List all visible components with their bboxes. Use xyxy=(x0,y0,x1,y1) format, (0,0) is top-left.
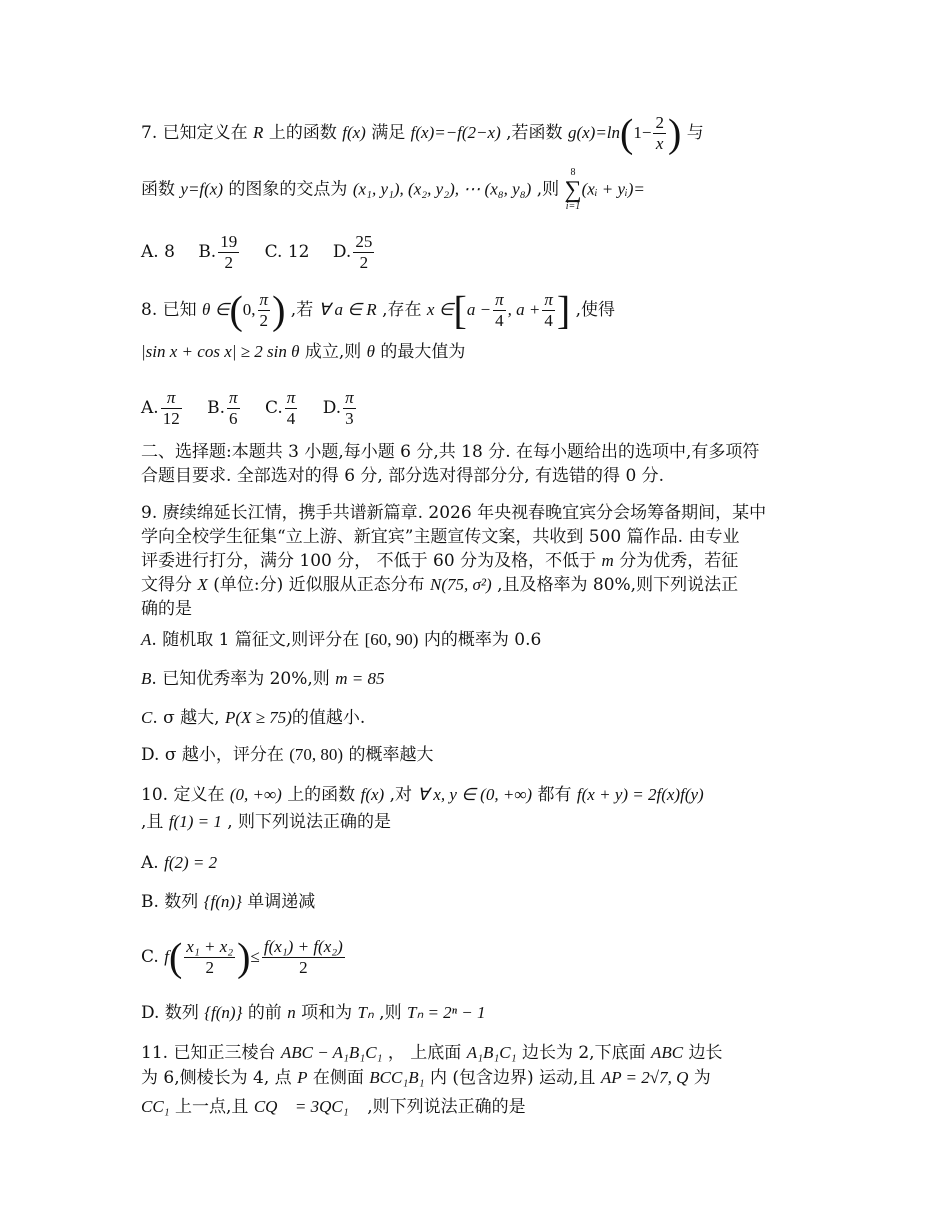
q7-points: (x₁, y₁), (x₂, y₂), ⋯ (x₈, y₈) xyxy=(352,179,532,199)
q7-equation: f(x)=−f(2−x) xyxy=(410,123,501,142)
fraction-numerator: π xyxy=(345,388,354,407)
q10-text: 10. 定义在 xyxy=(141,785,225,805)
q8-theta-in: θ ∈ xyxy=(202,300,230,319)
paren-right: ) xyxy=(237,934,251,980)
option-label: C xyxy=(141,708,153,727)
q11-line1 xyxy=(141,1041,811,1065)
option-sequence: {f(n)} xyxy=(203,892,242,911)
q8-forall: ∀ a ∈ R xyxy=(318,300,377,319)
q7-line2 xyxy=(141,168,811,212)
option-text: 的前 xyxy=(247,1003,282,1023)
option-text: . σ 越大, xyxy=(152,708,220,728)
q7-fx: f(x) xyxy=(342,123,366,142)
q8-x-in: x ∈ xyxy=(426,300,454,319)
q9-line1: 9. 赓续绵延长江情，携手共谱新篇章. 2026 年央视春晚宜宾分会场筹备期间，某中 xyxy=(141,503,767,523)
bracket-left: [ xyxy=(453,287,467,333)
option-label: B. 数列 xyxy=(141,892,199,912)
q9-text: (单位:分) 近似服从正态分布 xyxy=(213,575,425,595)
q8-interval: 0, xyxy=(242,300,256,319)
q7-sum-body: (xᵢ + yᵢ)= xyxy=(581,179,645,199)
q11-line2 xyxy=(141,1066,811,1090)
option-equation: Tₙ = 2ⁿ − 1 xyxy=(406,1003,486,1022)
q7-g-fraction xyxy=(653,113,666,154)
q8-options xyxy=(141,388,811,429)
option-equation: f(2) = 2 xyxy=(164,853,218,872)
option-text: 的概率越大 xyxy=(348,745,434,765)
fraction-numerator: π xyxy=(229,388,238,407)
option-text: 项和为 xyxy=(301,1003,353,1023)
q11-text: 为 6,侧棱长为 4, 点 xyxy=(141,1068,292,1088)
q8-fraction xyxy=(493,290,506,331)
q10-text: , 则下列说法正确的是 xyxy=(227,812,392,832)
q9-normal: N(75, σ²) xyxy=(430,575,492,594)
option-label: B. xyxy=(198,242,217,262)
q11-text: 边长为 2,下底面 xyxy=(521,1043,646,1063)
section2-line1: 二、选择题:本题共 3 小题,每小题 6 分,共 18 分. 在每小题给出的选项中,有多项符 xyxy=(141,442,760,462)
fraction-numerator: π xyxy=(495,290,504,309)
q11-text: 内 (包含边界) 运动,且 xyxy=(429,1068,596,1088)
fraction-denominator: 2 xyxy=(299,958,308,977)
q10-equation: f(x + y) = 2f(x)f(y) xyxy=(576,785,704,804)
q11-frustum: ABC − A₁B₁C₁ xyxy=(280,1043,383,1062)
q7-option-b xyxy=(198,232,241,273)
fraction-numerator: 25 xyxy=(355,232,373,251)
q9-m: m xyxy=(601,551,614,570)
option-label: D. xyxy=(332,242,352,262)
q11-vector: CQ⃗ = 3QC₁⃗ xyxy=(253,1097,362,1116)
q7-option-d xyxy=(333,232,376,273)
q8-option-c xyxy=(265,388,299,429)
paren-right: ) xyxy=(272,287,286,333)
q7-text: 函数 xyxy=(141,179,175,200)
q8-line1 xyxy=(141,287,811,333)
q11-text: 为 xyxy=(693,1068,711,1088)
sigma-lower: i=1 xyxy=(565,201,581,212)
q7-text: 满足 xyxy=(371,123,406,143)
section2-line2: 合题目要求. 全部选对的得 6 分, 部分选对得部分分, 有选错的得 0 分. xyxy=(141,466,665,486)
q10-text: ,且 xyxy=(141,812,164,832)
q8-text: 成立,则 xyxy=(304,342,362,362)
q8-text: 的最大值为 xyxy=(380,342,466,362)
option-probability: P(X ≥ 75) xyxy=(224,708,292,727)
q7-option-a: A. 8 xyxy=(141,242,175,262)
q7-g-inner: 1− xyxy=(633,123,652,142)
q7-gx: g(x)=ln xyxy=(567,123,621,142)
bracket-right: ] xyxy=(556,287,571,333)
option-sequence: {f(n)} xyxy=(204,1003,243,1022)
q10-domain: (0, +∞) xyxy=(229,785,282,804)
q11-side-face: BCC₁B₁ xyxy=(369,1068,425,1087)
q11-text: ,则下列说法正确的是 xyxy=(367,1097,526,1117)
q11-point-p: P xyxy=(297,1068,308,1087)
option-label: C. xyxy=(141,947,159,967)
option-f: f xyxy=(164,947,169,966)
q8-fraction xyxy=(542,290,555,331)
q7-set-r: R xyxy=(253,123,264,142)
q8-option-d xyxy=(323,388,358,429)
q11-text: 11. 已知正三棱台 xyxy=(141,1043,276,1063)
q7-option-c: C. 12 xyxy=(264,242,310,262)
q7-line1 xyxy=(141,110,811,156)
q7-text: ,则 xyxy=(536,179,560,200)
paren-right: ) xyxy=(667,110,682,156)
option-fraction xyxy=(218,232,239,273)
q8-a-minus: a − xyxy=(466,300,492,319)
option-fraction xyxy=(262,937,345,978)
option-interval: [60, 90) xyxy=(364,630,419,649)
option-label: D. 数列 xyxy=(141,1003,199,1023)
q9-line3 xyxy=(141,549,811,573)
q8-text: ,使得 xyxy=(575,300,616,320)
q9-text: 评委进行打分，满分 100 分， 不低于 60 分为及格，不低于 xyxy=(141,551,597,571)
paren-left: ( xyxy=(168,934,183,980)
option-tn: Tₙ xyxy=(357,1003,374,1022)
q10-line1 xyxy=(141,783,811,807)
q9-option-a xyxy=(141,628,811,652)
fraction-numerator: π xyxy=(286,388,296,407)
q10-line2 xyxy=(141,810,811,834)
fraction-numerator: π xyxy=(259,290,269,309)
q11-ap: AP = 2√7, Q xyxy=(600,1068,689,1087)
q8-option-b xyxy=(207,388,241,429)
q10-text: 上的函数 xyxy=(287,785,356,805)
q10-text: ,对 xyxy=(389,785,412,805)
q10-equation: f(1) = 1 xyxy=(168,812,222,831)
q8-inequality: |sin x + cos x| ≥ 2 sin θ xyxy=(141,342,300,361)
q10-fx: f(x) xyxy=(360,785,385,804)
q11-text: 在侧面 xyxy=(312,1068,364,1088)
option-text: . 已知优秀率为 20%,则 xyxy=(151,669,330,689)
q7-text: 的图象的交点为 xyxy=(228,179,348,200)
q11-edge: CC₁ xyxy=(141,1097,170,1116)
q9-text: ,且及格率为 80%,则下列说法正 xyxy=(497,575,739,595)
q8-line2 xyxy=(141,340,811,364)
option-fraction xyxy=(227,388,240,429)
q7-text: ,若函数 xyxy=(506,123,563,143)
option-text: D. σ 越小，评分在 xyxy=(141,745,284,765)
fraction-numerator: f(x₁) + f(x₂) xyxy=(263,937,343,956)
option-fraction xyxy=(184,937,235,978)
option-label: C. xyxy=(264,398,283,418)
option-text: 内的概率为 0.6 xyxy=(423,630,542,650)
q9-option-c xyxy=(141,706,811,730)
fraction-numerator: 19 xyxy=(220,232,238,251)
option-label: D. xyxy=(322,398,342,418)
q10-option-b xyxy=(141,890,811,914)
q9-text: 分为优秀，若征 xyxy=(619,551,739,571)
q8-option-a xyxy=(141,388,184,429)
q11-line3 xyxy=(141,1095,811,1119)
q8-theta: θ xyxy=(366,342,376,361)
q8-prefix: 8. 已知 xyxy=(141,300,197,320)
option-interval: (70, 80) xyxy=(289,745,344,764)
sigma-symbol xyxy=(565,168,582,212)
q9-x: X xyxy=(197,575,208,594)
fraction-numerator: π xyxy=(161,388,182,409)
fraction-denominator: 2 xyxy=(224,253,233,272)
option-fraction xyxy=(161,388,182,429)
q7-prefix: 7. 已知定义在 xyxy=(141,123,248,143)
option-label: A. xyxy=(141,398,159,418)
option-le: ≤ xyxy=(250,947,260,966)
option-fraction xyxy=(353,232,374,273)
q9-option-b xyxy=(141,667,811,691)
option-text: 的值越小. xyxy=(291,708,366,728)
option-text: . 随机取 1 篇征文,则评分在 xyxy=(151,630,360,650)
q8-fraction xyxy=(258,290,271,331)
q9-line4 xyxy=(141,573,811,597)
option-label: A. xyxy=(141,853,159,873)
q10-forall: ∀ x, y ∈ (0, +∞) xyxy=(417,785,533,804)
q11-top-face: A₁B₁C₁ xyxy=(466,1043,517,1062)
q11-text: 边长 xyxy=(688,1043,723,1063)
option-fraction xyxy=(285,388,298,429)
fraction-denominator: 6 xyxy=(229,409,238,428)
q9-line2: 学向全校学生征集“立上游、新宜宾”主题宣传文案，共收到 500 篇作品. 由专业 xyxy=(141,527,740,547)
q7-text: 上的函数 xyxy=(268,123,337,143)
q10-option-c xyxy=(141,934,811,980)
fraction-denominator: 4 xyxy=(495,311,504,330)
q8-text: ,存在 xyxy=(382,300,422,320)
paren-left: ( xyxy=(229,287,243,333)
q8-a-plus: , a + xyxy=(507,300,541,319)
q7-options xyxy=(141,232,811,273)
fraction-denominator: 2 xyxy=(359,253,369,272)
fraction-denominator: 3 xyxy=(345,409,354,428)
fraction-denominator: 2 xyxy=(259,311,269,330)
option-label: B xyxy=(141,669,152,688)
q10-text: 都有 xyxy=(537,785,572,805)
fraction-numerator: π xyxy=(544,290,553,309)
sigma-upper: 8 xyxy=(570,167,576,178)
q9-text: 文得分 xyxy=(141,575,192,595)
option-label: B. xyxy=(207,398,225,418)
fraction-denominator: 4 xyxy=(544,311,553,330)
sigma-sign: ∑ xyxy=(564,177,582,203)
fraction-denominator: 4 xyxy=(286,409,296,428)
paren-left: ( xyxy=(620,110,634,156)
option-equation: m = 85 xyxy=(335,669,385,688)
q11-bottom-face: ABC xyxy=(650,1043,684,1062)
fraction-denominator: 12 xyxy=(162,409,180,428)
q9-line5: 确的是 xyxy=(141,599,192,619)
option-n: n xyxy=(287,1003,296,1022)
fraction-denominator: x xyxy=(655,134,664,153)
fraction-numerator: x₁ + x₂ xyxy=(186,937,234,956)
fraction-denominator: 2 xyxy=(205,958,214,977)
option-text: ,则 xyxy=(379,1003,402,1023)
option-fraction xyxy=(343,388,356,429)
q8-text: ,若 xyxy=(290,300,314,320)
q9-option-d xyxy=(141,743,811,767)
option-label: A xyxy=(141,630,152,649)
q10-option-a xyxy=(141,851,811,875)
q7-yfx: y=f(x) xyxy=(180,179,224,199)
q10-option-d xyxy=(141,1001,811,1025)
q11-text: 上一点,且 xyxy=(175,1097,249,1117)
option-text: 单调递减 xyxy=(247,892,316,912)
fraction-numerator: 2 xyxy=(655,113,664,132)
q7-text: 与 xyxy=(686,123,704,143)
q11-text: ， 上底面 xyxy=(387,1043,462,1063)
